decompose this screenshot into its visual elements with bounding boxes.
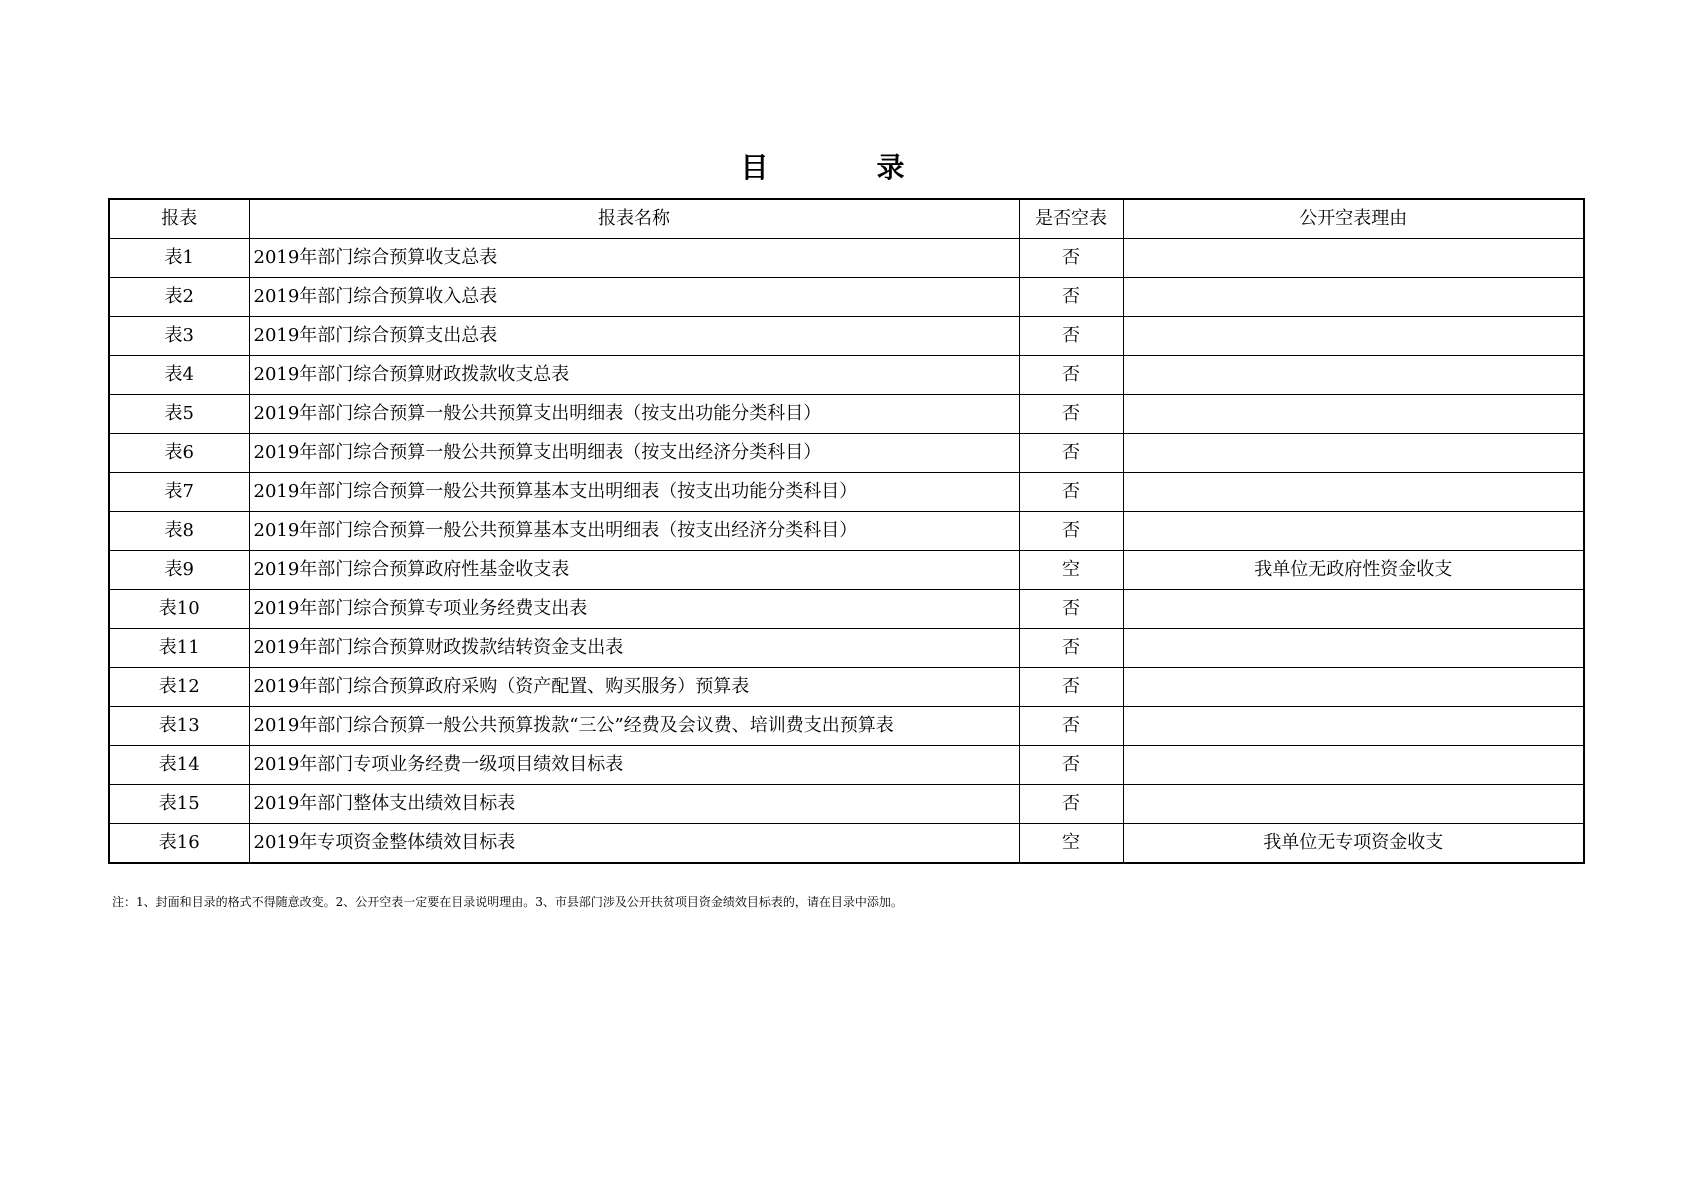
table-row (109, 512, 1584, 551)
cell-report-id: 表13 (109, 707, 249, 746)
cell-empty-reason (1123, 395, 1584, 434)
cell-report-id: 表2 (109, 278, 249, 317)
table-row (109, 317, 1584, 356)
cell-report-name: 2019年部门综合预算一般公共预算拨款“三公”经费及会议费、培训费支出预算表 (249, 707, 1019, 746)
cell-is-empty: 空 (1019, 551, 1123, 590)
table-row (109, 278, 1584, 317)
cell-is-empty: 空 (1019, 824, 1123, 864)
cell-is-empty: 否 (1019, 707, 1123, 746)
cell-empty-reason (1123, 707, 1584, 746)
cell-report-name: 2019年部门综合预算政府性基金收支表 (249, 551, 1019, 590)
cell-empty-reason (1123, 668, 1584, 707)
cell-is-empty: 否 (1019, 473, 1123, 512)
cell-report-id: 表16 (109, 824, 249, 864)
cell-empty-reason (1123, 434, 1584, 473)
cell-is-empty: 否 (1019, 746, 1123, 785)
table-row (109, 785, 1584, 824)
cell-report-id: 表5 (109, 395, 249, 434)
cell-empty-reason (1123, 473, 1584, 512)
cell-empty-reason (1123, 629, 1584, 668)
cell-report-id: 表11 (109, 629, 249, 668)
cell-report-name: 2019年部门综合预算一般公共预算支出明细表（按支出经济分类科目） (249, 434, 1019, 473)
cell-empty-reason: 我单位无专项资金收支 (1123, 824, 1584, 864)
cell-empty-reason (1123, 356, 1584, 395)
table-row (109, 590, 1584, 629)
footnote: 注：1、封面和目录的格式不得随意改变。2、公开空表一定要在目录说明理由。3、市县部门涉及公开扶贫项目资金绩效目标表的，请在目录中添加。 (112, 895, 903, 909)
cell-is-empty: 否 (1019, 512, 1123, 551)
table-row (109, 746, 1584, 785)
table-row (109, 395, 1584, 434)
cell-report-id: 表9 (109, 551, 249, 590)
cell-report-id: 表3 (109, 317, 249, 356)
cell-report-id: 表7 (109, 473, 249, 512)
cell-empty-reason (1123, 278, 1584, 317)
cell-report-name: 2019年部门综合预算一般公共预算基本支出明细表（按支出功能分类科目） (249, 473, 1019, 512)
cell-report-name: 2019年部门综合预算财政拨款结转资金支出表 (249, 629, 1019, 668)
cell-empty-reason (1123, 590, 1584, 629)
cell-empty-reason: 我单位无政府性资金收支 (1123, 551, 1584, 590)
table-row (109, 239, 1584, 278)
table-row (109, 629, 1584, 668)
toc-table (108, 198, 1585, 864)
table-row (109, 824, 1584, 864)
table-row (109, 707, 1584, 746)
cell-is-empty: 否 (1019, 785, 1123, 824)
cell-report-id: 表6 (109, 434, 249, 473)
column-header-is-empty: 是否空表 (1019, 199, 1123, 239)
table-body (109, 239, 1584, 864)
cell-report-name: 2019年专项资金整体绩效目标表 (249, 824, 1019, 864)
cell-report-name: 2019年部门综合预算一般公共预算基本支出明细表（按支出经济分类科目） (249, 512, 1019, 551)
cell-report-name: 2019年部门整体支出绩效目标表 (249, 785, 1019, 824)
cell-report-id: 表1 (109, 239, 249, 278)
cell-empty-reason (1123, 239, 1584, 278)
cell-report-id: 表10 (109, 590, 249, 629)
column-header-name: 报表名称 (249, 199, 1019, 239)
cell-report-id: 表14 (109, 746, 249, 785)
cell-is-empty: 否 (1019, 629, 1123, 668)
cell-is-empty: 否 (1019, 434, 1123, 473)
cell-empty-reason (1123, 512, 1584, 551)
cell-report-name: 2019年部门综合预算政府采购（资产配置、购买服务）预算表 (249, 668, 1019, 707)
column-header-id: 报表 (109, 199, 249, 239)
table-row (109, 473, 1584, 512)
cell-report-id: 表12 (109, 668, 249, 707)
cell-is-empty: 否 (1019, 668, 1123, 707)
cell-is-empty: 否 (1019, 590, 1123, 629)
cell-is-empty: 否 (1019, 317, 1123, 356)
cell-report-name: 2019年部门综合预算支出总表 (249, 317, 1019, 356)
cell-is-empty: 否 (1019, 239, 1123, 278)
cell-report-id: 表15 (109, 785, 249, 824)
table-row (109, 668, 1584, 707)
cell-empty-reason (1123, 317, 1584, 356)
table-row (109, 434, 1584, 473)
cell-is-empty: 否 (1019, 278, 1123, 317)
cell-report-name: 2019年部门专项业务经费一级项目绩效目标表 (249, 746, 1019, 785)
table-header-row (109, 199, 1584, 239)
cell-report-name: 2019年部门综合预算收支总表 (249, 239, 1019, 278)
cell-is-empty: 否 (1019, 356, 1123, 395)
cell-report-name: 2019年部门综合预算一般公共预算支出明细表（按支出功能分类科目） (249, 395, 1019, 434)
cell-empty-reason (1123, 746, 1584, 785)
column-header-reason: 公开空表理由 (1123, 199, 1584, 239)
cell-is-empty: 否 (1019, 395, 1123, 434)
cell-report-name: 2019年部门综合预算财政拨款收支总表 (249, 356, 1019, 395)
cell-report-name: 2019年部门综合预算收入总表 (249, 278, 1019, 317)
table-row (109, 356, 1584, 395)
table-row (109, 551, 1584, 590)
cell-report-name: 2019年部门综合预算专项业务经费支出表 (249, 590, 1019, 629)
cell-report-id: 表4 (109, 356, 249, 395)
page-title: 目 录 (740, 151, 945, 184)
cell-report-id: 表8 (109, 512, 249, 551)
cell-empty-reason (1123, 785, 1584, 824)
